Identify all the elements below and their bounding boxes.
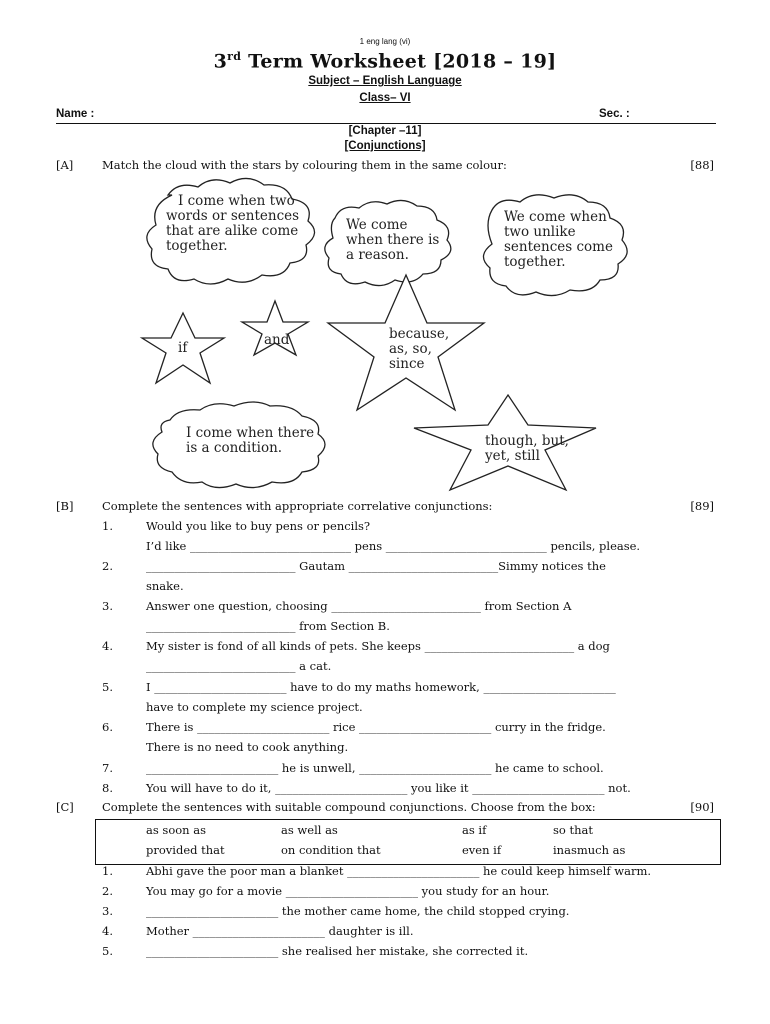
cloud-3-line-3: sentences come: [504, 239, 613, 255]
c-item-3-number: 3.: [102, 904, 113, 918]
word-box-item: so that: [553, 823, 593, 837]
word-box-item: on condition that: [281, 843, 381, 857]
title-text: Term Worksheet [2018 – 19]: [241, 50, 557, 73]
b-item-1-line-2: I’d like ____________________________ pens ____________________________ pencils, please.: [146, 539, 641, 553]
b-item-5-line-2: have to complete my science project.: [146, 700, 363, 714]
section-c-instruction: Complete the sentences with suitable compound conjunctions. Choose from the box:: [102, 800, 596, 814]
cloud-2-line-3: a reason.: [346, 247, 409, 263]
b-item-6-line-2: There is no need to cook anything.: [146, 740, 349, 754]
c-item-2-number: 2.: [102, 884, 113, 898]
star-1-text: if: [178, 340, 188, 356]
c-item-1-text: Abhi gave the poor man a blanket _______________________ he could keep himself warm.: [146, 864, 652, 878]
c-item-4-text: Mother _______________________ daughter is ill.: [146, 924, 414, 938]
b-item-6-line-1: There is _______________________ rice _______________________ curry in the fridge.: [146, 720, 606, 734]
b-item-1-number: 1.: [102, 519, 113, 533]
b-item-5-number: 5.: [102, 680, 113, 694]
cloud-1-line-3: that are alike come: [166, 223, 299, 239]
section-c-label: [C]: [56, 800, 74, 814]
star-3-line-3: since: [389, 356, 425, 372]
b-item-8-number: 8.: [102, 781, 113, 795]
c-item-2-text: You may go for a movie _______________________ you study for an hour.: [146, 884, 550, 898]
b-item-4-number: 4.: [102, 639, 113, 653]
word-box-item: as well as: [281, 823, 338, 837]
c-item-5-text: _______________________ she realised her mistake, she corrected it.: [146, 944, 529, 958]
cloud-4-line-1: I come when there: [186, 425, 315, 441]
worksheet-code: 1 eng lang (vi): [359, 37, 411, 46]
b-item-3-line-2: __________________________ from Section B.: [146, 619, 390, 633]
word-box-item: as soon as: [146, 823, 206, 837]
section-b-marks: [89]: [690, 499, 714, 513]
cloud-3-line-4: together.: [504, 254, 566, 270]
word-box: [95, 819, 721, 865]
star-3-line-1: because,: [389, 326, 450, 342]
section-a-marks: [88]: [690, 158, 714, 172]
b-item-3-line-1: Answer one question, choosing __________________________ from Section A: [146, 599, 572, 613]
name-label: Name :: [56, 108, 95, 120]
b-item-7-number: 7.: [102, 761, 113, 775]
title-superscript: rd: [227, 50, 242, 63]
b-item-2-line-2: snake.: [146, 579, 184, 593]
star-4-line-1: though, but,: [485, 433, 569, 449]
star-3-line-2: as, so,: [389, 341, 432, 357]
b-item-1-line-1: Would you like to buy pens or pencils?: [146, 519, 371, 533]
b-item-2-line-1: __________________________ Gautam __________________________Simmy notices the: [146, 559, 606, 573]
word-box-item: provided that: [146, 843, 225, 857]
b-item-7-line-1: _______________________ he is unwell, _______________________ he came to school.: [146, 761, 604, 775]
cloud-3-line-1: We come when: [504, 209, 607, 225]
c-item-3-text: _______________________ the mother came home, the child stopped crying.: [146, 904, 570, 918]
b-item-4-line-2: __________________________ a cat.: [146, 659, 332, 673]
subject-line: Subject – English Language: [308, 75, 462, 87]
cloud-3-line-2: two unlike: [504, 224, 576, 240]
section-b-instruction: Complete the sentences with appropriate correlative conjunctions:: [102, 499, 493, 513]
cloud-1-line-2: words or sentences: [166, 208, 300, 224]
section-a-instruction: Match the cloud with the stars by colouring them in the same colour:: [102, 158, 507, 172]
cloud-1-line-4: together.: [166, 238, 228, 254]
c-item-5-number: 5.: [102, 944, 113, 958]
b-item-4-line-1: My sister is fond of all kinds of pets. She keeps __________________________ a dog: [146, 639, 610, 653]
star-2-text: and: [264, 332, 290, 348]
section-b-label: [B]: [56, 499, 74, 513]
cloud-2-line-2: when there is: [346, 232, 440, 248]
word-box-item: even if: [462, 843, 502, 857]
section-c-marks: [90]: [690, 800, 714, 814]
section-label: Sec. :: [599, 108, 630, 120]
cloud-2-line-1: We come: [346, 217, 408, 233]
cloud-4-line-2: is a condition.: [186, 440, 283, 456]
topic-heading: [Conjunctions]: [344, 140, 426, 152]
cloud-1-line-1: I come when two: [178, 193, 295, 209]
word-box-item: inasmuch as: [553, 843, 626, 857]
c-item-4-number: 4.: [102, 924, 113, 938]
title-ordinal: 3: [213, 50, 228, 73]
word-box-item: as if: [462, 823, 487, 837]
star-4-line-2: yet, still: [485, 448, 540, 464]
b-item-8-line-1: You will have to do it, _______________________ you like it _______________________ not.: [146, 781, 631, 795]
b-item-5-line-1: I _______________________ have to do my maths homework, _______________________: [146, 680, 616, 694]
b-item-3-number: 3.: [102, 599, 113, 613]
class-line: Class– VI: [359, 92, 411, 104]
section-a-label: [A]: [56, 158, 74, 172]
b-item-6-number: 6.: [102, 720, 113, 734]
c-item-1-number: 1.: [102, 864, 113, 878]
cloud-star-illustration: [0, 0, 770, 500]
chapter-heading: [Chapter –11]: [348, 125, 422, 137]
b-item-2-number: 2.: [102, 559, 113, 573]
